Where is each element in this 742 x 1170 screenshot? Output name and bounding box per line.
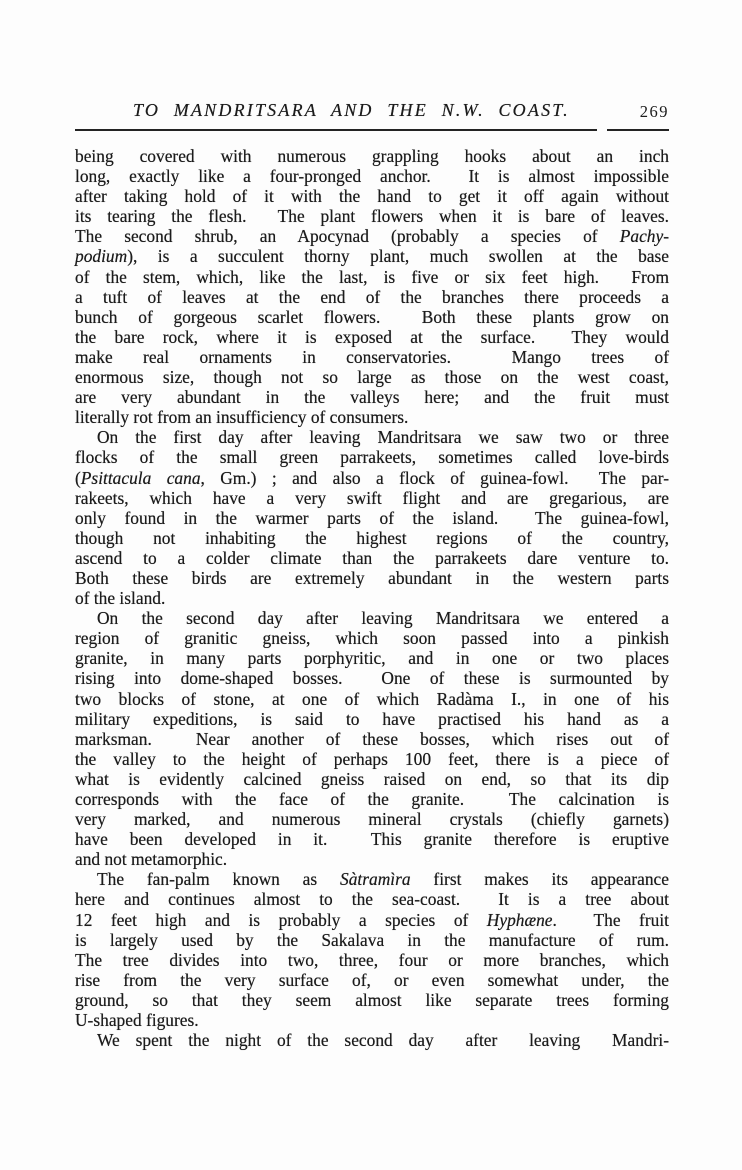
header-rule-short-segment	[607, 129, 669, 131]
text-line: granite, in many parts porphyritic, and in one or two places	[75, 648, 669, 669]
page-number: 269	[639, 102, 669, 121]
text-line: after taking hold of it with the hand to get it off again without	[75, 186, 669, 207]
text-line: The tree divides into two, three, four or more branches, which	[75, 949, 669, 970]
text-line: Both these birds are extremely abundant in the western parts	[75, 567, 669, 588]
running-header-title: TO MANDRITSARA AND THE N.W. COAST.	[133, 100, 570, 120]
text-line: a tuft of leaves at the end of the branches there proceeds a	[75, 286, 669, 307]
text-line: are very abundant in the valleys here; and the fruit must	[75, 387, 669, 408]
text-line: long, exactly like a four-pronged anchor. It is almost impossible	[75, 166, 669, 187]
text-line: We spent the night of the second day after leaving Mandri-	[97, 1030, 669, 1051]
page-body	[75, 146, 669, 1050]
text-line: rise from the very surface of, or even somewhat under, the	[75, 969, 669, 990]
paragraph	[75, 608, 669, 869]
text-line: what is evidently calcined gneiss raised on end, so that its dip	[75, 768, 669, 789]
text-line: the valley to the height of perhaps 100 feet, there is a piece of	[75, 748, 669, 769]
text-line: rising into dome-shaped bosses. One of these is surmounted by	[75, 668, 669, 689]
text-line: marksman. Near another of these bosses, which rises out of	[75, 728, 669, 749]
paragraph	[75, 146, 669, 427]
text-line: flocks of the small green parrakeets, sometimes called love-birds	[75, 447, 669, 468]
text-line: On the first day after leaving Mandritsara we saw two or three	[97, 427, 669, 448]
paragraph	[75, 1030, 669, 1050]
text-line: rakeets, which have a very swift flight and are gregarious, are	[75, 487, 669, 508]
text-line: here and continues almost to the sea-coast. It is a tree about	[75, 889, 669, 910]
text-line: enormous size, though not so large as those on the west coast,	[75, 367, 669, 388]
text-line: On the second day after leaving Mandritsara we entered a	[97, 608, 669, 629]
text-line: make real ornaments in conservatories. Mango trees of	[75, 346, 669, 367]
text-line: have been developed in it. This granite therefore is eruptive	[75, 829, 669, 850]
text-line: its tearing the flesh. The plant flowers when it is bare of leaves.	[75, 206, 669, 227]
text-line: very marked, and numerous mineral crystals (chiefly garnets)	[75, 809, 669, 830]
text-line: two blocks of stone, at one of which Radàma I., in one of his	[75, 688, 669, 709]
text-line: literally rot from an insufficiency of consumers.	[75, 407, 409, 428]
text-line: military expeditions, is said to have practised his hand as a	[75, 708, 669, 729]
text-line: bunch of gorgeous scarlet flowers. Both these plants grow on	[75, 306, 669, 327]
header-rule-long-segment	[75, 129, 597, 131]
text-line: of the island.	[75, 588, 166, 609]
paragraph	[75, 427, 669, 608]
text-line: region of granitic gneiss, which soon passed into a pinkish	[75, 628, 669, 649]
text-line: and not metamorphic.	[75, 849, 228, 870]
text-line: podium), is a succulent thorny plant, much swollen at the base	[75, 246, 669, 267]
text-line: ground, so that they seem almost like separate trees forming	[75, 989, 669, 1010]
text-line: is largely used by the Sakalava in the manufacture of rum.	[75, 929, 669, 950]
running-header	[75, 100, 669, 124]
text-line: 12 feet high and is probably a species of Hyphæne. The fruit	[75, 909, 669, 930]
paragraph	[75, 869, 669, 1030]
text-line: The fan-palm known as Sàtramìra first makes its appearance	[97, 869, 669, 890]
text-line: only found in the warmer parts of the island. The guinea-fowl,	[75, 507, 669, 528]
text-line: of the stem, which, like the last, is five or six feet high. From	[75, 266, 669, 287]
text-line: U-shaped figures.	[75, 1010, 199, 1031]
text-line: corresponds with the face of the granite. The calcination is	[75, 789, 669, 809]
text-line: being covered with numerous grappling hooks about an inch	[75, 146, 669, 166]
header-rule	[75, 129, 669, 131]
text-line: The second shrub, an Apocynad (probably a species of Pachy-	[75, 226, 669, 247]
text-line: ascend to a colder climate than the parrakeets dare venture to.	[75, 547, 669, 568]
text-line: (Psittacula cana, Gm.) ; and also a flock of guinea-fowl. The par-	[75, 467, 669, 488]
text-line: the bare rock, where it is exposed at the surface. They would	[75, 326, 669, 347]
text-line: though not inhabiting the highest regions of the country,	[75, 527, 669, 548]
text-column	[75, 100, 669, 1050]
